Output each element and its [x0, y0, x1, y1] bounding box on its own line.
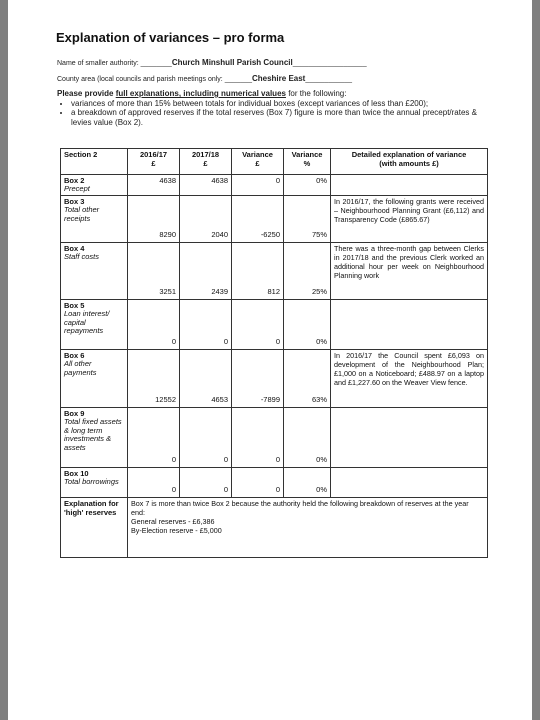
reserves-text: Box 7 is more than twice Box 2 because the authority held the following breakdown of reserves at the year end:	[131, 499, 469, 517]
cell-variance-pct: 63%	[284, 350, 331, 408]
cell-2016-17: 8290	[128, 196, 180, 243]
table-row	[61, 408, 488, 468]
county-name: Cheshire East	[251, 74, 306, 83]
row-box: Box 10	[64, 469, 89, 478]
reserves-explanation	[128, 498, 488, 558]
header-2016-17: 2016/17 £	[128, 149, 180, 175]
cell-explanation: In 2016/17, the following grants were received – Neighbourhood Planning Grant (£6,112) and Transparency Code (£865.67)	[331, 196, 488, 243]
row-desc: All other payments	[64, 359, 97, 377]
instruction-item: • a breakdown of approved reserves if the total reserves (Box 7) figure is more than twice the annual precept/rates & levies value (Box 2).	[71, 108, 477, 127]
row-box: Box 2	[64, 176, 85, 185]
cell-2016-17: 12552	[128, 350, 180, 408]
cell-explanation	[331, 300, 488, 350]
cell-explanation	[331, 408, 488, 468]
header-variance-pct: Variance %	[284, 149, 331, 175]
authority-name: Church Minshull Parish Council	[171, 58, 293, 67]
cell-2016-17: 0	[128, 468, 180, 498]
row-box: Box 9	[64, 409, 85, 418]
row-desc: Total borrowings	[64, 477, 119, 486]
instructions	[57, 89, 477, 127]
cell-variance-pct: 25%	[284, 243, 331, 300]
row-desc: Total fixed assets & long term investments & assets	[64, 417, 122, 452]
cell-variance: 0	[232, 300, 284, 350]
cell-explanation	[331, 175, 488, 196]
table-row	[61, 468, 488, 498]
header-2017-18: 2017/18 £	[180, 149, 232, 175]
table-row	[61, 300, 488, 350]
cell-2016-17: 0	[128, 300, 180, 350]
cell-2017-18: 0	[180, 408, 232, 468]
county-label: County area (local councils and parish meetings only:	[57, 76, 223, 83]
authority-line: Name of smaller authority: ________Church Minshull Parish Council___________________	[57, 58, 367, 67]
cell-2017-18: 0	[180, 300, 232, 350]
reserves-general: General reserves - £6,386	[131, 517, 215, 526]
cell-2016-17: 3251	[128, 243, 180, 300]
cell-2016-17: 4638	[128, 175, 180, 196]
cell-variance-pct: 0%	[284, 175, 331, 196]
page-title: Explanation of variances – pro forma	[56, 30, 285, 45]
variances-table	[60, 148, 488, 558]
table-row	[61, 196, 488, 243]
header-explanation: Detailed explanation of variance (with amounts £)	[331, 149, 488, 175]
cell-variance-pct: 0%	[284, 468, 331, 498]
cell-variance: 812	[232, 243, 284, 300]
authority-label: Name of smaller authority:	[57, 60, 139, 67]
reserves-label: Explanation for 'high' reserves	[61, 498, 128, 558]
cell-variance-pct: 0%	[284, 408, 331, 468]
table-row	[61, 243, 488, 300]
table-row	[61, 175, 488, 196]
cell-2017-18: 2040	[180, 196, 232, 243]
header-row	[61, 149, 488, 175]
cell-variance: -6250	[232, 196, 284, 243]
header-variance: Variance £	[232, 149, 284, 175]
cell-2017-18: 4638	[180, 175, 232, 196]
instruction-item: • variances of more than 15% between totals for individual boxes (except variances of less than £200);	[71, 99, 477, 109]
cell-2017-18: 4653	[180, 350, 232, 408]
cell-variance: 0	[232, 175, 284, 196]
cell-variance-pct: 0%	[284, 300, 331, 350]
row-desc: Precept	[64, 184, 90, 193]
county-line: County area (local councils and parish meetings only: _______Cheshire East____________	[57, 74, 353, 83]
instructions-list	[57, 99, 477, 128]
cell-2016-17: 0	[128, 408, 180, 468]
cell-explanation	[331, 468, 488, 498]
header-section: Section 2	[61, 149, 128, 175]
table-row	[61, 350, 488, 408]
row-box: Box 5	[64, 301, 85, 310]
cell-2017-18: 0	[180, 468, 232, 498]
row-desc: Total other receipts	[64, 205, 100, 223]
cell-2017-18: 2439	[180, 243, 232, 300]
row-desc: Staff costs	[64, 252, 100, 261]
cell-variance: 0	[232, 408, 284, 468]
cell-variance: 0	[232, 468, 284, 498]
reserves-by-election: By-Election reserve - £5,000	[131, 526, 222, 535]
cell-variance: -7899	[232, 350, 284, 408]
row-desc: Loan interest/ capital repayments	[64, 309, 110, 335]
row-box: Box 3	[64, 197, 85, 206]
row-box: Box 4	[64, 244, 85, 253]
instructions-lead: Please provide full explanations, including numerical values for the following:	[57, 89, 347, 98]
cell-explanation: There was a three-month gap between Clerks in 2017/18 and the previous Clerk worked an additional hour per week on Neighbourhood Planning work	[331, 243, 488, 300]
cell-variance-pct: 75%	[284, 196, 331, 243]
reserves-row	[61, 498, 488, 558]
row-box: Box 6	[64, 351, 85, 360]
cell-explanation: In 2016/17 the Council spent £6,093 on development of the Neighbourhood Plan; £1,000 on a Noticeboard; £488.97 on a laptop and £1,227.60 on the Weaver View fence.	[331, 350, 488, 408]
